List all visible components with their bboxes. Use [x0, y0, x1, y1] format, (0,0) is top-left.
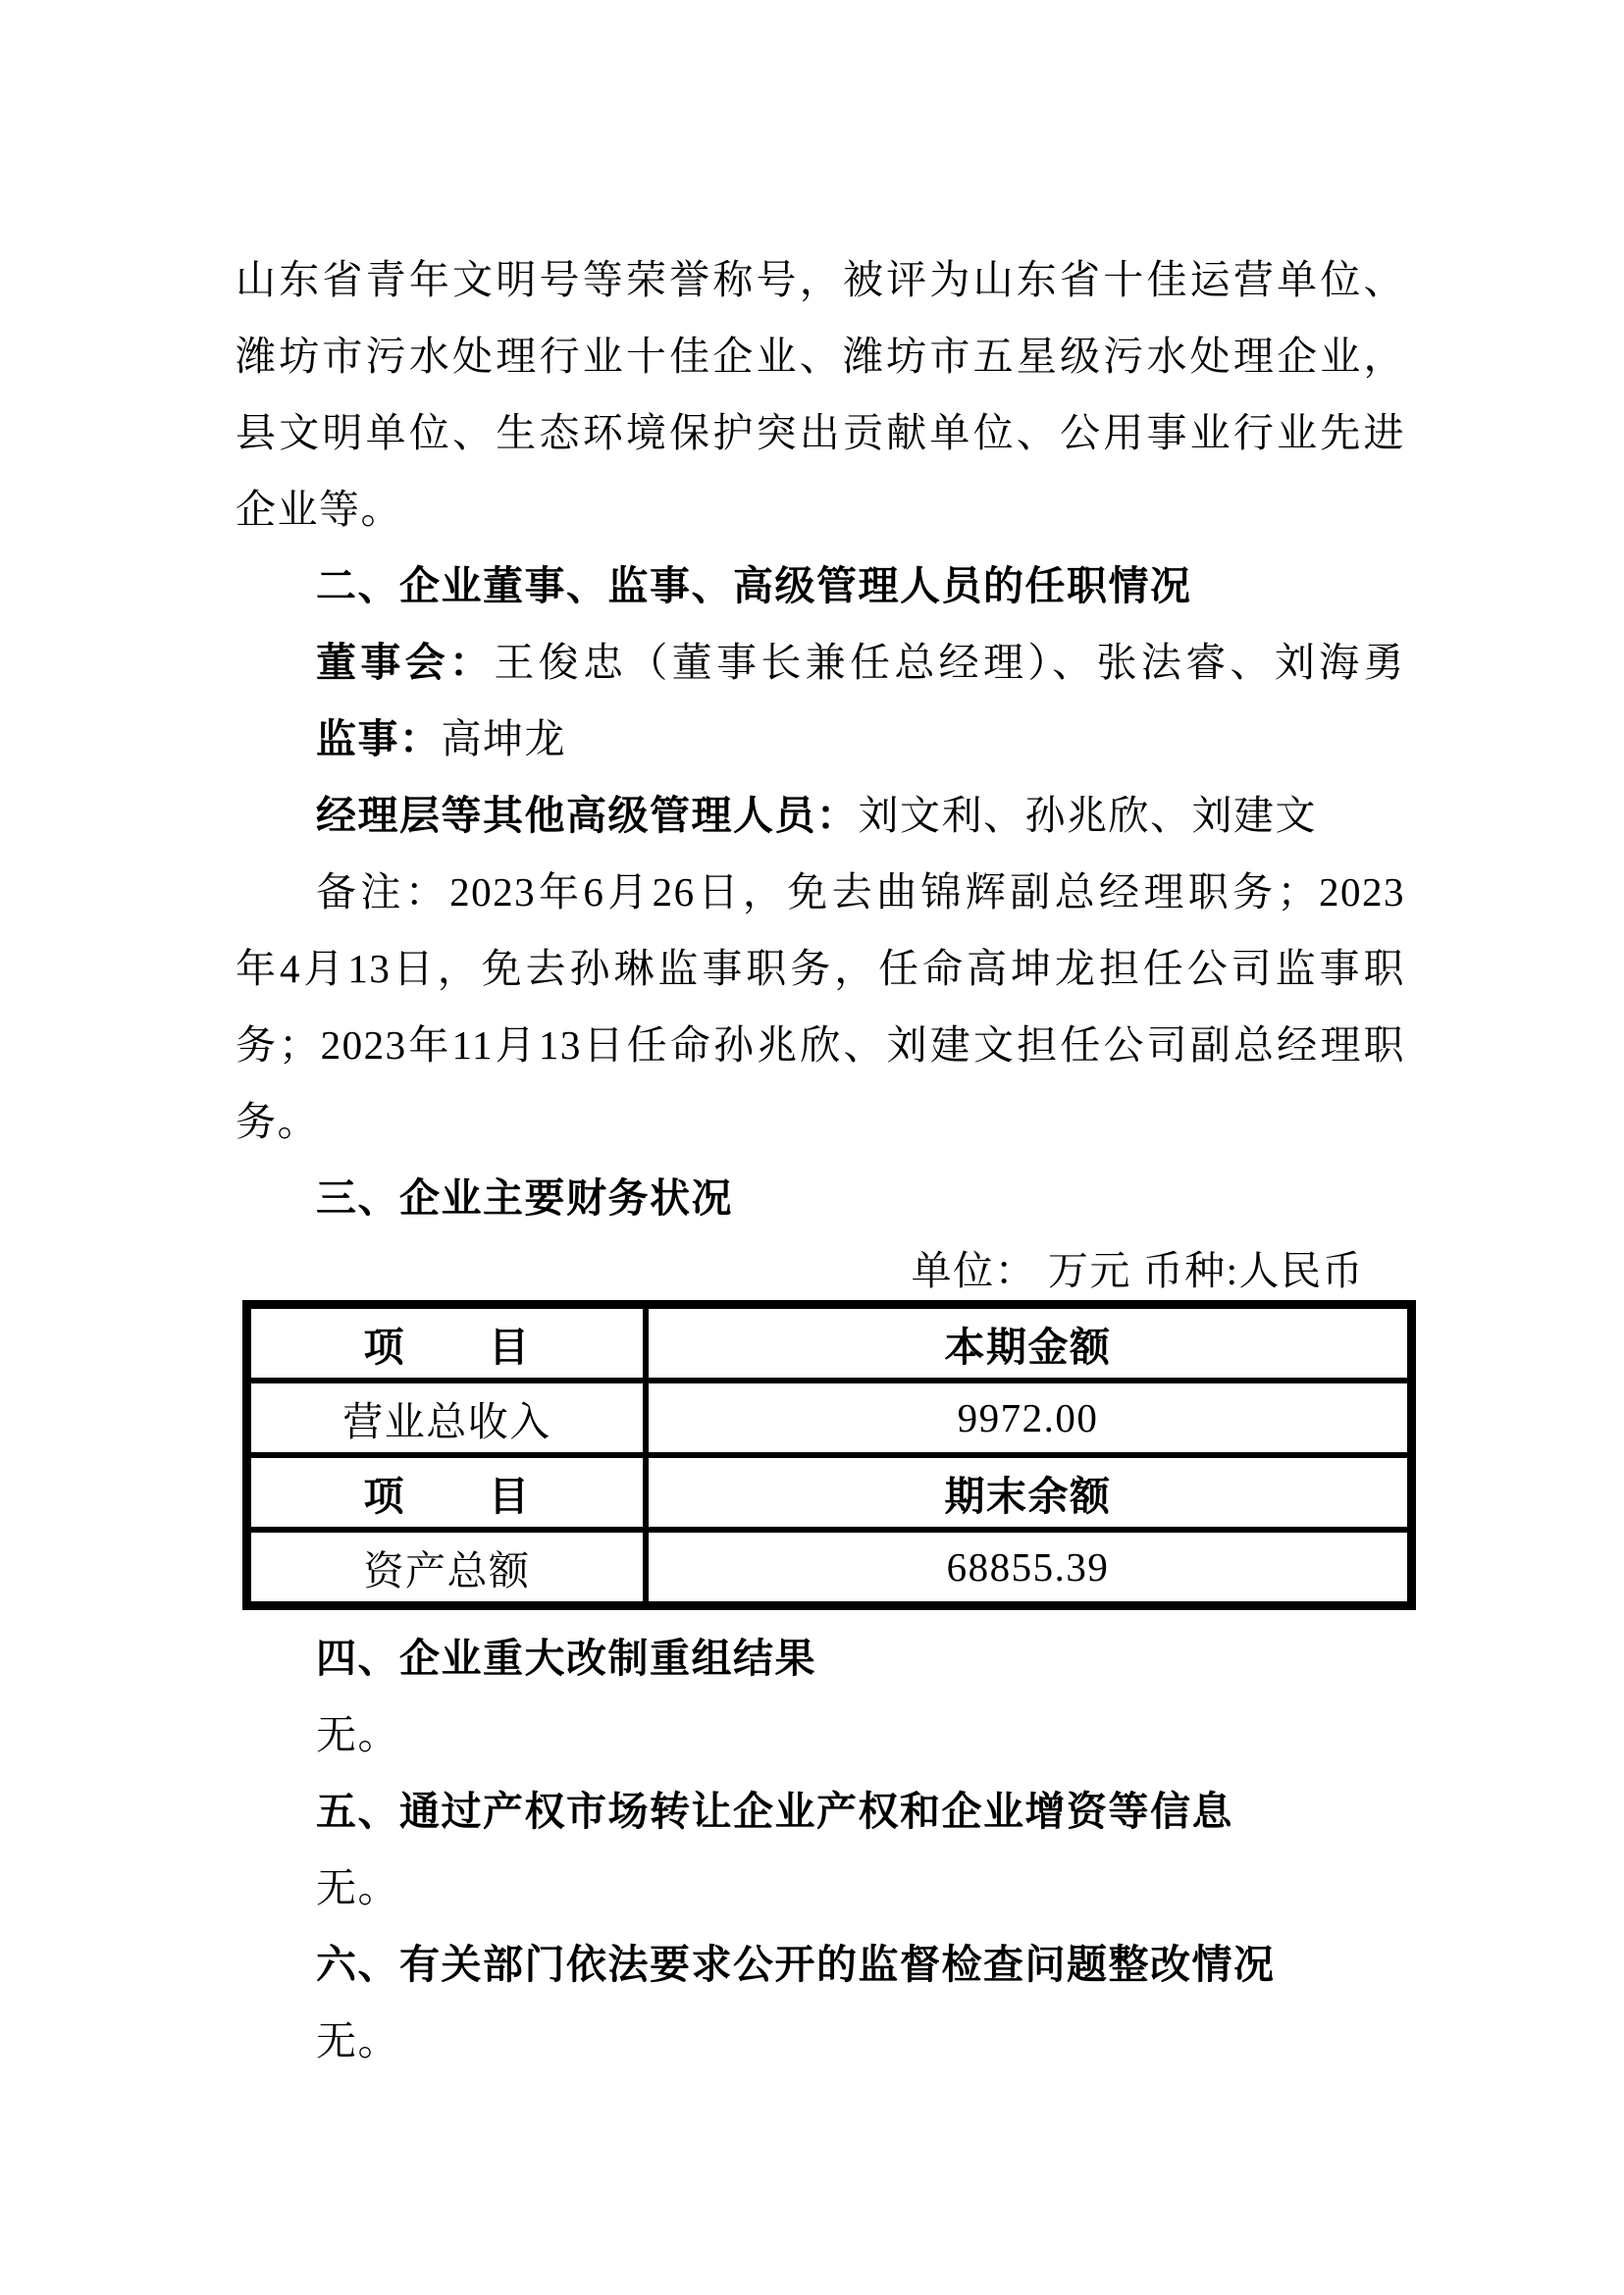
text-line	[236, 1696, 1405, 1773]
line-text: 王俊忠（董事长兼任总经理）、张法睿、刘海勇	[494, 640, 1406, 685]
amount-cell: 期末余额	[646, 1455, 1412, 1530]
item-cell: 项 目	[247, 1455, 647, 1530]
heading-text: 五、通过产权市场转让企业产权和企业增资等信息	[316, 1789, 1233, 1834]
line-text: 刘文利、孙兆欣、刘建文	[858, 793, 1317, 838]
item-cell: 项 目	[247, 1305, 647, 1382]
text-line	[236, 1850, 1405, 1926]
line-text: 潍坊市污水处理行业十佳企业、潍坊市五星级污水处理企业，	[236, 334, 1405, 379]
text-line	[236, 471, 1405, 548]
item-cell: 资产总额	[247, 1530, 647, 1606]
text-line	[236, 624, 1405, 701]
text-line	[236, 394, 1405, 471]
section-heading	[236, 1160, 1405, 1236]
heading-text: 四、企业重大改制重组结果	[316, 1636, 816, 1681]
line-text: 务；2023年11月13日任命孙兆欣、刘建文担任公司副总经理职	[236, 1022, 1405, 1068]
pre-table-text-block	[236, 241, 1405, 1236]
amount-cell: 本期金额	[646, 1305, 1412, 1382]
line-text: 企业等。	[236, 487, 402, 532]
line-label: 监事：	[316, 716, 442, 761]
line-text: 务。	[236, 1099, 319, 1144]
text-line	[236, 854, 1405, 930]
line-text: 山东省青年文明号等荣誉称号，被评为山东省十佳运营单位、	[236, 257, 1405, 302]
section-heading	[236, 1773, 1405, 1850]
line-text: 高坤龙	[441, 716, 566, 761]
post-table-text-block	[236, 1620, 1405, 2079]
table-header-row	[247, 1305, 1412, 1382]
table-data-row	[247, 1381, 1412, 1455]
heading-text: 三、企业主要财务状况	[316, 1175, 733, 1221]
line-label: 董事会：	[316, 640, 495, 685]
line-label: 经理层等其他高级管理人员：	[316, 793, 859, 838]
line-text: 县文明单位、生态环境保护突出贡献单位、公用事业行业先进	[236, 410, 1405, 455]
text-line	[236, 701, 1405, 777]
text-line	[236, 930, 1405, 1007]
amount-cell: 68855.39	[646, 1530, 1412, 1606]
line-text: 无。	[316, 2018, 399, 2063]
section-heading	[236, 1926, 1405, 2003]
line-text: 年4月13日，免去孙琳监事职务，任命高坤龙担任公司监事职	[236, 946, 1405, 991]
heading-text: 二、企业董事、监事、高级管理人员的任职情况	[316, 563, 1192, 608]
text-line	[236, 1083, 1405, 1160]
line-text: 无。	[316, 1712, 399, 1757]
amount-cell: 9972.00	[646, 1381, 1412, 1455]
text-line	[236, 777, 1405, 854]
text-line	[236, 318, 1405, 394]
text-line	[236, 241, 1405, 318]
table-data-row	[247, 1530, 1412, 1606]
section-heading	[236, 1620, 1405, 1696]
financial-table	[242, 1300, 1416, 1610]
table-header-row	[247, 1455, 1412, 1530]
heading-text: 六、有关部门依法要求公开的监督检查问题整改情况	[316, 1942, 1276, 1987]
section-heading	[236, 548, 1405, 624]
document-body	[236, 241, 1405, 2079]
line-text: 备注：2023年6月26日，免去曲锦辉副总经理职务；2023	[316, 869, 1405, 914]
text-line	[236, 2003, 1405, 2079]
text-line	[236, 1007, 1405, 1083]
line-text: 无。	[316, 1865, 399, 1910]
table-unit-note: 单位： 万元 币种:人民币	[911, 1248, 1364, 1293]
item-cell: 营业总收入	[247, 1381, 647, 1455]
